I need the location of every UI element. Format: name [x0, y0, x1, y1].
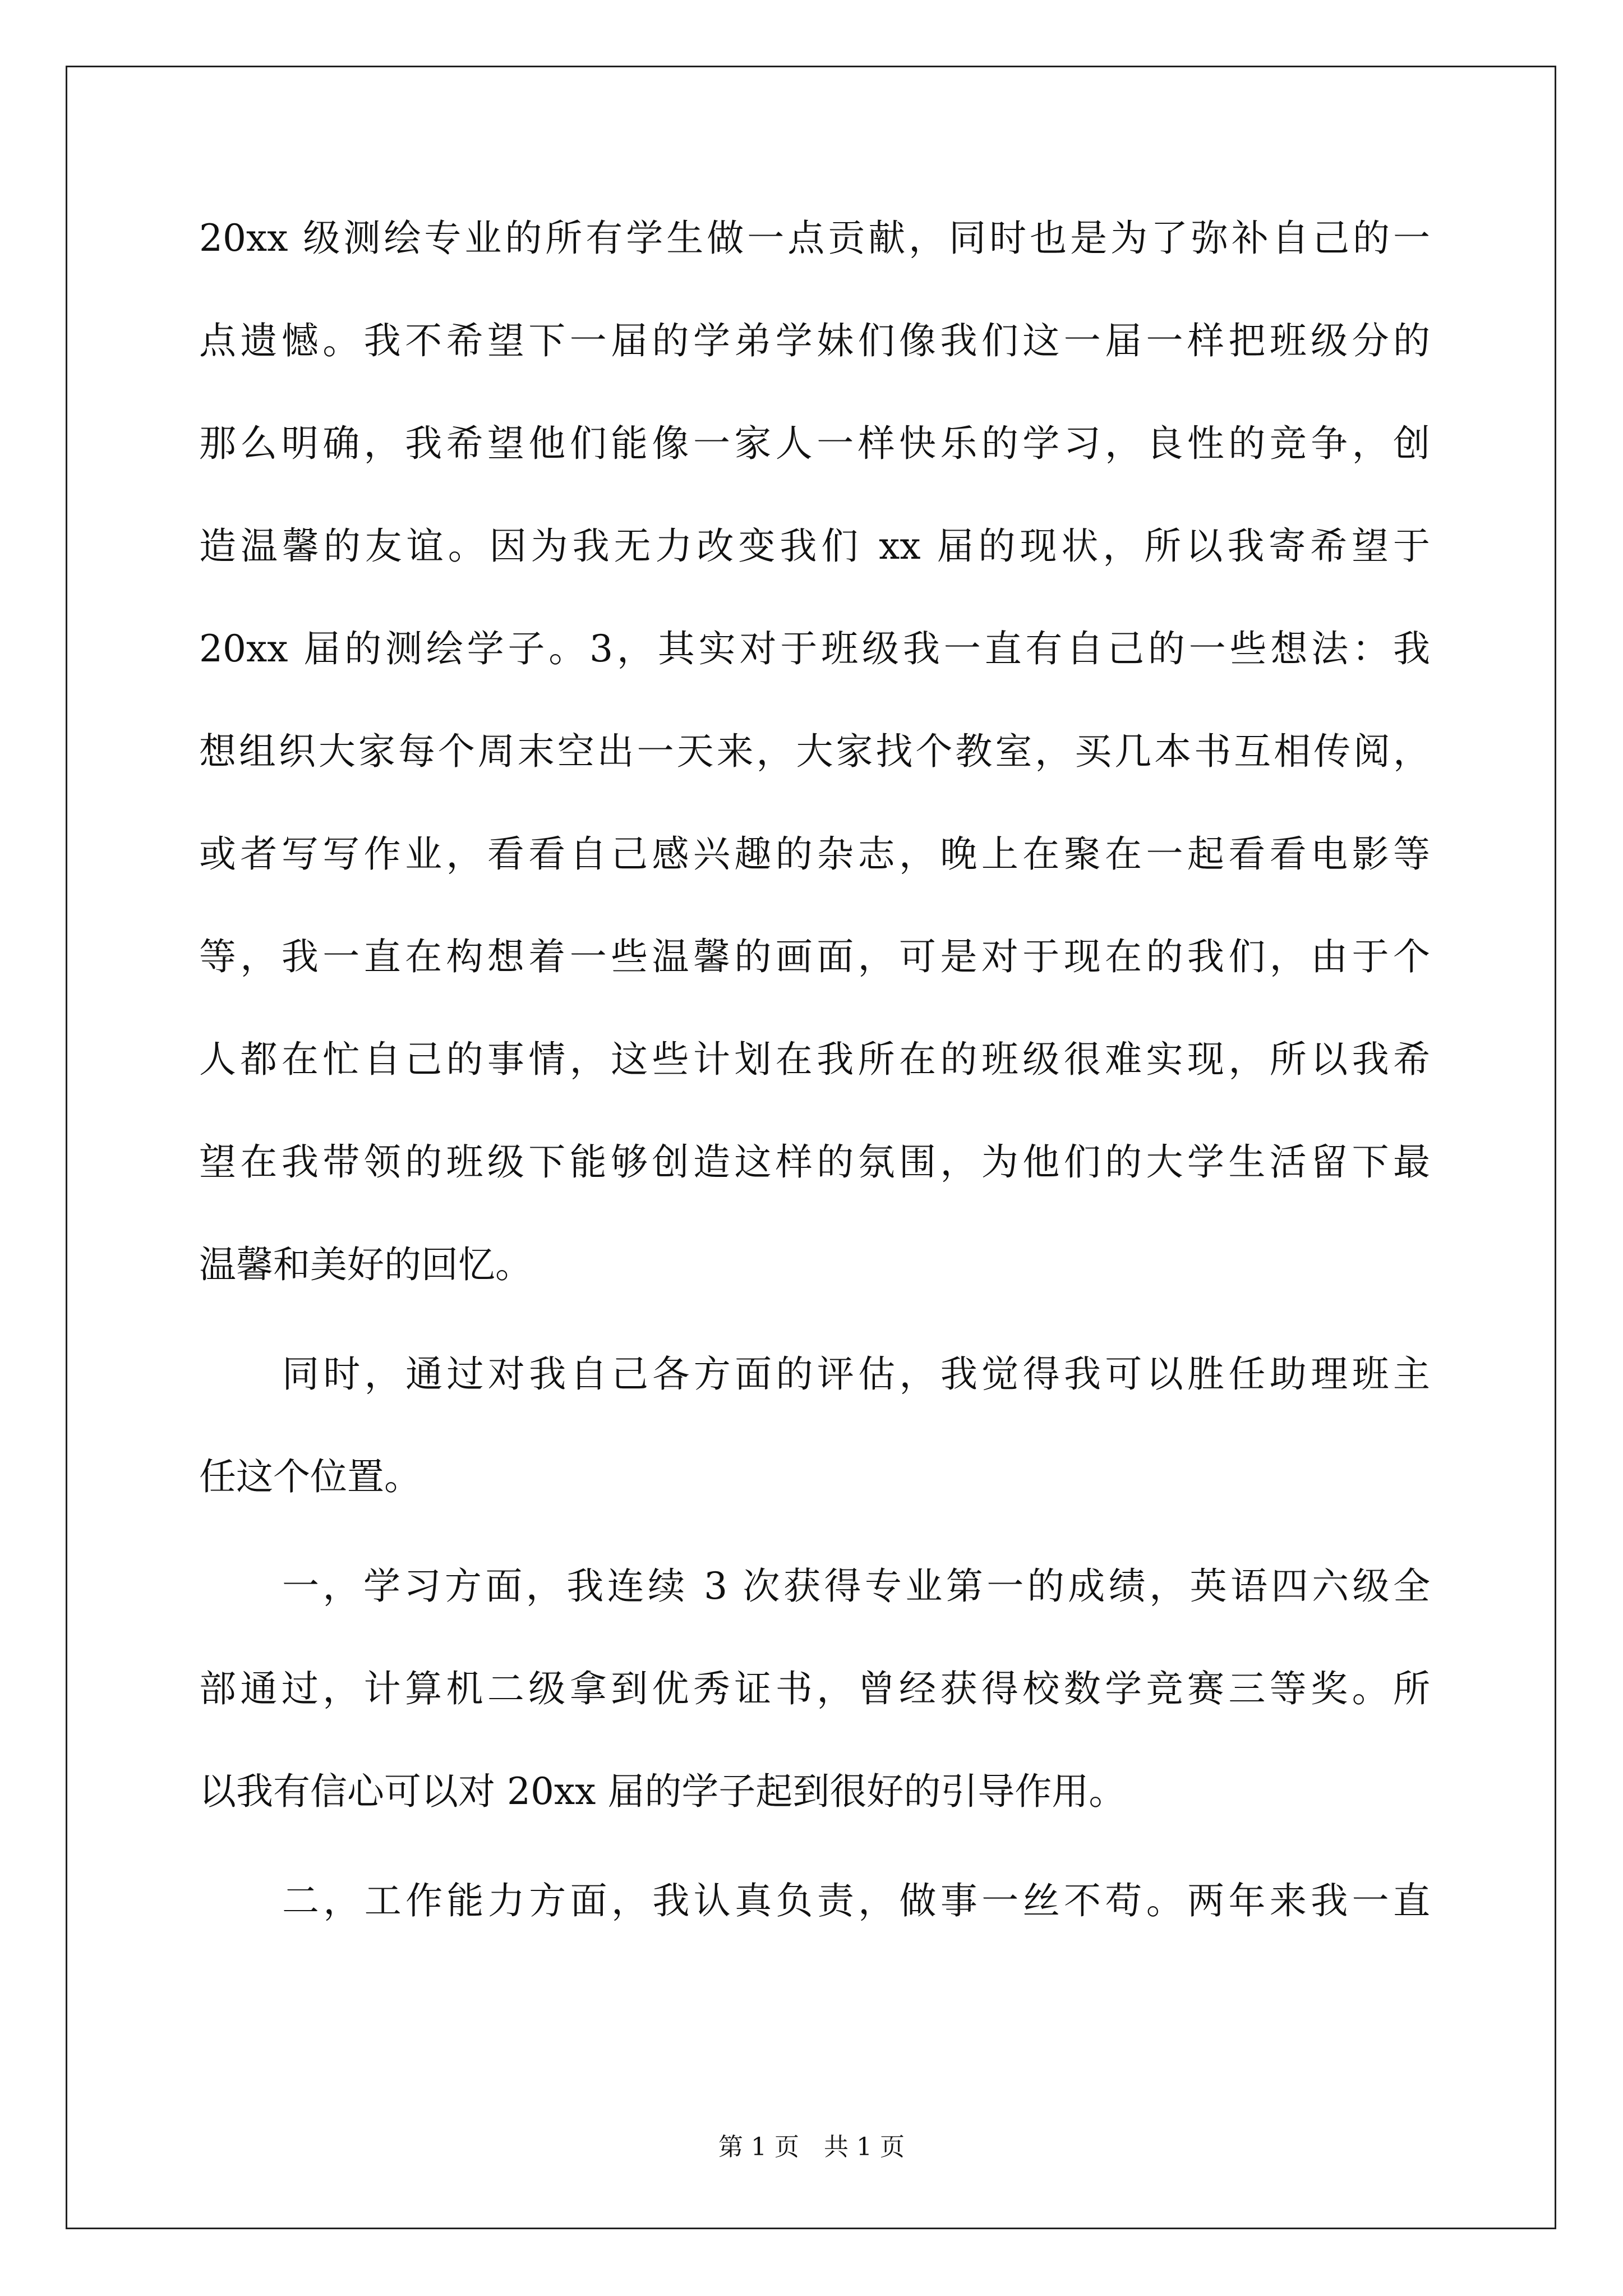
text-line: 点遗憾。我不希望下一届的学弟学妹们像我们这一届一样把班级分的	[199, 319, 1430, 362]
paragraph-first-line: 同时，通过对我自己各方面的评估，我觉得我可以胜任助理班主	[282, 1352, 1430, 1396]
text-line: 想组织大家每个周末空出一天来，大家找个教室，买几本书互相传阅，	[199, 730, 1430, 773]
text-line: 温馨和美好的回忆。	[199, 1243, 532, 1286]
text-line: 20xx 届的测绘学子。3，其实对于班级我一直有自己的一些想法：我	[199, 627, 1430, 670]
text-line: 造温馨的友谊。因为我无力改变我们 xx 届的现状，所以我寄希望于	[199, 524, 1430, 568]
text-line: 20xx 级测绘专业的所有学生做一点贡献，同时也是为了弥补自己的一	[199, 217, 1430, 260]
paragraph-first-line: 一，学习方面，我连续 3 次获得专业第一的成绩，英语四六级全	[282, 1565, 1430, 1608]
page-footer: 第 1 页 共 1 页	[718, 2133, 905, 2161]
text-line: 人都在忙自己的事情，这些计划在我所在的班级很难实现，所以我希	[199, 1038, 1430, 1081]
paragraph-first-line: 二，工作能力方面，我认真负责，做事一丝不苟。两年来我一直	[282, 1879, 1430, 1922]
text-line: 部通过，计算机二级拿到优秀证书，曾经获得校数学竞赛三等奖。所	[199, 1667, 1430, 1710]
text-line: 等，我一直在构想着一些温馨的画面，可是对于现在的我们，由于个	[199, 935, 1430, 978]
text-line: 任这个位置。	[199, 1455, 421, 1498]
text-line: 或者写写作业，看看自己感兴趣的杂志，晚上在聚在一起看看电影等	[199, 832, 1430, 876]
text-line: 以我有信心可以对 20xx 届的学子起到很好的引导作用。	[199, 1770, 1126, 1813]
text-line: 望在我带领的班级下能够创造这样的氛围，为他们的大学生活留下最	[199, 1140, 1430, 1184]
text-line: 那么明确，我希望他们能像一家人一样快乐的学习，良性的竞争，创	[199, 422, 1430, 465]
